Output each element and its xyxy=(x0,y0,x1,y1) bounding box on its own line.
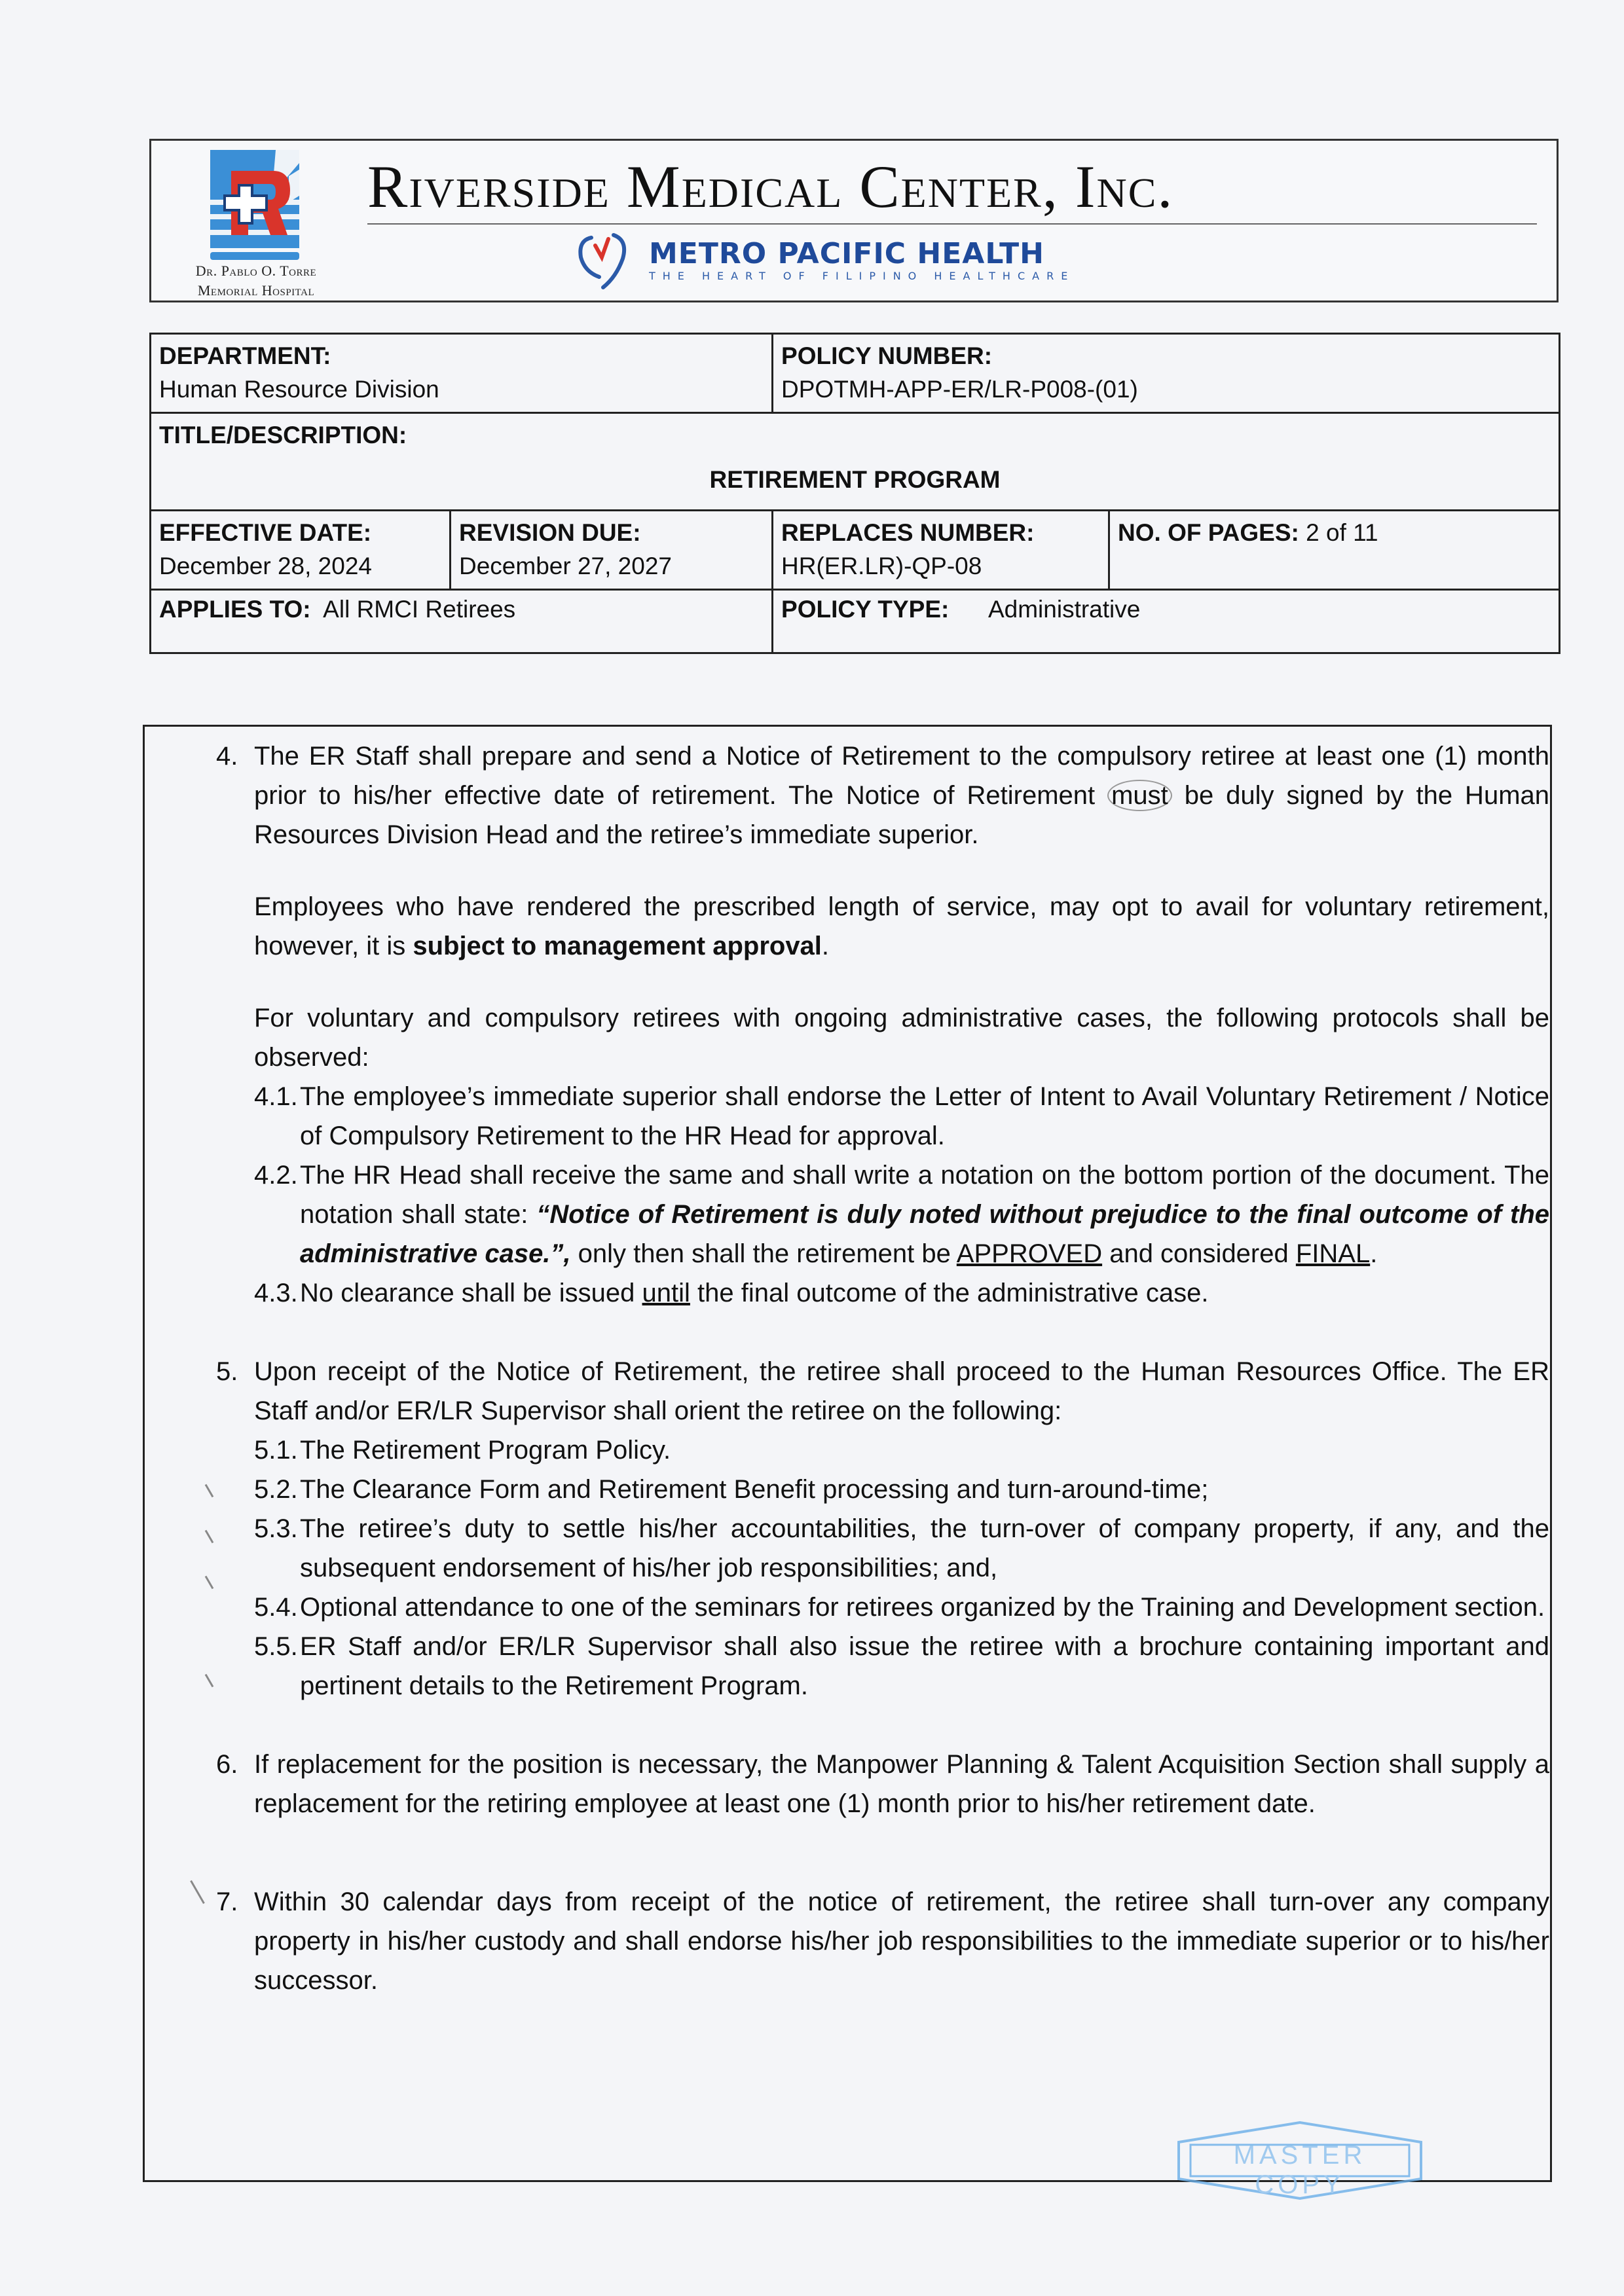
approved-text: APPROVED xyxy=(956,1239,1103,1268)
sub-item-number: 4.2. xyxy=(254,1161,298,1190)
sub-item-text: Optional attendance to one of the seminars for retirees organized by the Training and Development section. xyxy=(300,1593,1545,1622)
revision-due-label: REVISION DUE: xyxy=(459,519,641,546)
policy-type-cell xyxy=(773,590,1560,653)
letterhead xyxy=(149,139,1559,302)
item-number: 4. xyxy=(216,742,238,771)
policy-type-label: POLICY TYPE: xyxy=(781,596,950,623)
policy-item-5 xyxy=(216,1352,1549,1430)
partner-logo xyxy=(577,231,1075,290)
sub-item-text: The retiree’s duty to settle his/her accountabilities, the turn-over of company property, if any, and the subsequent endorsement of his/her job responsibilities; and, xyxy=(300,1514,1549,1582)
pages-label: NO. OF PAGES: xyxy=(1118,519,1299,546)
hospital-logo-icon xyxy=(210,150,299,260)
item-text: If replacement for the position is necessary, the Manpower Planning & Talent Acquisition Section shall supply a replacement for the retiring employee at least one (1) month prior to his/her retirement date. xyxy=(254,1750,1549,1818)
policy-info-table xyxy=(149,333,1560,654)
sub-item-number: 5.1. xyxy=(254,1436,298,1465)
pages-value: 2 of 11 xyxy=(1306,519,1378,546)
document-title: RETIREMENT PROGRAM xyxy=(709,466,1001,493)
sub-item-number: 4.1. xyxy=(254,1082,298,1111)
title-label: TITLE/DESCRIPTION: xyxy=(159,422,407,448)
policy-type-value: Administrative xyxy=(987,596,1141,623)
hospital-name-line1: Dr. Pablo O. Torre xyxy=(195,263,317,279)
sub-item-5-5 xyxy=(216,1627,1549,1705)
sub-item-5-1 xyxy=(216,1430,1549,1470)
sub-item-5-4 xyxy=(216,1588,1549,1627)
stamp-text: MASTER COPY xyxy=(1233,2141,1367,2199)
voluntary-retirement-paragraph: Employees who have rendered the prescribed length of service, may opt to avail for voluntary retirement, however, it is subject to management approval. xyxy=(254,892,1549,960)
sub-item-5-2 xyxy=(216,1470,1549,1509)
hospital-logo-block xyxy=(184,150,328,299)
policy-number-cell xyxy=(773,334,1560,413)
replaces-number-label: REPLACES NUMBER: xyxy=(781,519,1035,546)
effective-date-value: December 28, 2024 xyxy=(159,553,372,579)
policy-body xyxy=(216,737,1549,2000)
final-text: FINAL xyxy=(1295,1239,1371,1268)
item-text: Upon receipt of the Notice of Retirement, the retiree shall proceed to the Human Resources Office. The ER Staff and/or ER/LR Supervisor shall orient the retiree on the following: xyxy=(254,1357,1549,1425)
department-cell xyxy=(151,334,773,413)
item-number: 7. xyxy=(216,1887,238,1916)
policy-number-label: POLICY NUMBER: xyxy=(781,342,993,369)
item-text: be duly signed by the Human Resources Division Head and the retiree’s immediate superior. xyxy=(254,781,1550,849)
sub-item-5-3 xyxy=(216,1509,1549,1588)
sub-item-number: 5.5. xyxy=(254,1632,298,1661)
sub-item-4-3: 4.3. No clearance shall be issued until the final outcome of the administrative case. xyxy=(216,1273,1549,1313)
until-text: until xyxy=(642,1279,690,1307)
circled-word: must xyxy=(1107,780,1172,811)
policy-item-4 xyxy=(216,737,1549,854)
notation-quote: “Notice of Retirement is duly noted without prejudice to the final outcome of the administrative case.”, xyxy=(300,1200,1550,1268)
partner-tagline: THE HEART OF FILIPINO HEALTHCARE xyxy=(649,270,1075,282)
header-divider xyxy=(367,223,1537,225)
pages-cell xyxy=(1109,511,1560,590)
heart-icon xyxy=(577,231,629,290)
sub-item-text: The Retirement Program Policy. xyxy=(300,1436,671,1465)
applies-to-value: All RMCI Retirees xyxy=(323,596,516,623)
title-cell xyxy=(151,413,1560,511)
department-value: Human Resource Division xyxy=(159,376,439,403)
applies-to-label: APPLIES TO: xyxy=(159,596,311,623)
applies-to-cell xyxy=(151,590,773,653)
sub-item-text: The employee’s immediate superior shall endorse the Letter of Intent to Avail Voluntary Retirement / Notice of Compulsory Retirement to the HR Head for approval. xyxy=(300,1082,1549,1150)
company-name: Riverside Medical Center, Inc. xyxy=(367,153,1174,220)
revision-due-value: December 27, 2027 xyxy=(459,553,672,579)
item-number: 6. xyxy=(216,1750,238,1779)
replaces-number-value: HR(ER.LR)-QP-08 xyxy=(781,553,982,579)
master-copy-stamp xyxy=(1172,2121,1428,2200)
administrative-cases-paragraph: For voluntary and compulsory retirees with ongoing administrative cases, the following protocols shall be observed: xyxy=(254,1004,1549,1072)
sub-item-4-2: 4.2. The HR Head shall receive the same and shall write a notation on the bottom portion of the document. The notation shall state: “Notice of Retirement is duly noted without prejudice to the final outcome of the administrative case.”, only then shall the retirement be APPROVED and considered FINAL. xyxy=(216,1156,1549,1273)
item-number: 5. xyxy=(216,1357,238,1386)
effective-date-label: EFFECTIVE DATE: xyxy=(159,519,372,546)
sub-item-number: 5.4. xyxy=(254,1593,298,1622)
emphasis-text: subject to management approval xyxy=(413,932,822,960)
item-text: The ER Staff shall prepare and send a Notice of Retirement to the compulsory retiree at least one (1) month prior to his/her effective date of retirement. The Notice of Retirement xyxy=(254,742,1549,810)
policy-item-7 xyxy=(216,1882,1549,2000)
sub-item-number: 5.3. xyxy=(254,1514,298,1543)
sub-item-text: ER Staff and/or ER/LR Supervisor shall also issue the retiree with a brochure containing important and pertinent details to the Retirement Program. xyxy=(300,1632,1549,1700)
partner-name: METRO PACIFIC HEALTH xyxy=(649,237,1044,270)
revision-due-cell xyxy=(451,511,773,590)
sub-item-number: 5.2. xyxy=(254,1475,298,1504)
sub-item-number: 4.3. xyxy=(254,1279,298,1307)
policy-item-6 xyxy=(216,1745,1549,1823)
department-label: DEPARTMENT: xyxy=(159,342,331,369)
hospital-name-line2: Memorial Hospital xyxy=(197,282,315,299)
policy-number-value: DPOTMH-APP-ER/LR-P008-(01) xyxy=(781,376,1138,403)
replaces-number-cell xyxy=(773,511,1109,590)
sub-item-4-1 xyxy=(216,1077,1549,1156)
item-text: Within 30 calendar days from receipt of the notice of retirement, the retiree shall turn-over any company property in his/her custody and shall endorse his/her job responsibilities to the immediate superior or to his/her successor. xyxy=(254,1887,1549,1995)
effective-date-cell xyxy=(151,511,451,590)
sub-item-text: The Clearance Form and Retirement Benefit processing and turn-around-time; xyxy=(300,1475,1209,1504)
